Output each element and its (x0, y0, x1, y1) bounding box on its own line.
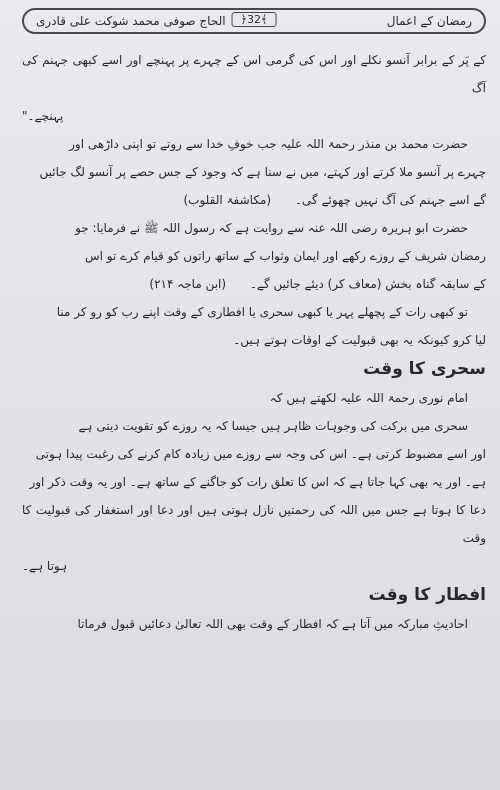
text-line: احادیثِ مبارکہ میں آتا ہے کہ افطار کے وقت بھی اللہ تعالیٰ دعائیں قبول فرماتا (77, 617, 468, 631)
page-number: ﴿32﴾ (232, 12, 277, 27)
text-line: چہرے پر آنسو ملا کرتے اور کہتے، میں نے سنا ہے کہ وجود کے جس حصے پر آنسو لگ جائیں (39, 165, 486, 179)
citation: (ابن ماجہ ۲۱۴) (149, 277, 227, 291)
text-line: دعا کا ہوتا ہے جس میں اللہ کی رحمتیں نازل ہوتی ہیں اور دعا اور استغفار کی قبولیت کا وقت (22, 503, 486, 545)
text-line (22, 270, 486, 298)
text-line-part: کے سابقہ گناہ بخش (معاف کر) دیئے جائیں گے۔ (249, 277, 486, 291)
text-line-part: گے اسے جہنم کی آگ نہیں چھوئے گی۔ (294, 193, 486, 207)
text-line: حضرت ابو ہریرہ رضی اللہ عنہ سے روایت ہے کہ رسول اللہ ﷺ نے فرمایا: جو (75, 221, 468, 235)
text-line: سحری میں برکت کی وجوہات ظاہر ہیں جیسا کہ یہ روزے کو تقویت دیتی ہے (78, 419, 468, 433)
text-line: کے پَر کے برابر آنسو نکلے اور اس کی گرمی اس کے چہرے پر پہنچے اور اسے کبھی جہنم کی آگ (22, 53, 486, 95)
text-line: ہوتا ہے۔ (22, 559, 68, 573)
text-line (22, 186, 486, 214)
text-line: تو کبھی رات کے پچھلے پہر یا کبھی سحری یا افطاری کے وقت اپنے رب کو رو کر منا (56, 305, 468, 319)
citation: (مکاشفۃ القلوب) (183, 193, 272, 207)
page-body (22, 46, 486, 638)
text-line: رمضان شریف کے روزے رکھے اور ایمان وثواب کے ساتھ راتوں کو قیام کرے تو اس (84, 249, 486, 263)
header-book-title: رمضان کے اعمال (386, 14, 472, 28)
text-line: امام نوری رحمۃ اللہ علیہ لکھتے ہیں کہ (269, 391, 468, 405)
text-line: لیا کرو کیونکہ یہ بھی قبولیت کے اوقات ہوتے ہیں۔ (233, 333, 486, 347)
text-line: پہنچے۔" (22, 109, 64, 123)
section-heading-iftar: افطار کا وقت (368, 585, 486, 605)
text-line: حضرت محمد بن منذر رحمۃ اللہ علیہ جب خوفِ خدا سے روتے تو اپنی داڑھی اور (69, 137, 468, 151)
section-heading-sehri: سحری کا وقت (363, 359, 486, 379)
text-line: اور اسے مضبوط کرتی ہے۔ اس کی وجہ سے روزے میں زیادہ کام کرنے کی رغبت پیدا ہوتی (35, 447, 486, 461)
header-author: الحاج صوفی محمد شوکت علی قادری (36, 14, 226, 28)
running-header (22, 8, 486, 34)
text-line: ہے۔ اور یہ بھی کہا جاتا ہے کہ اس کا تعلق رات کو جاگنے کے ساتھ ہے۔ اور یہ وقت ذکر اور (29, 475, 486, 489)
